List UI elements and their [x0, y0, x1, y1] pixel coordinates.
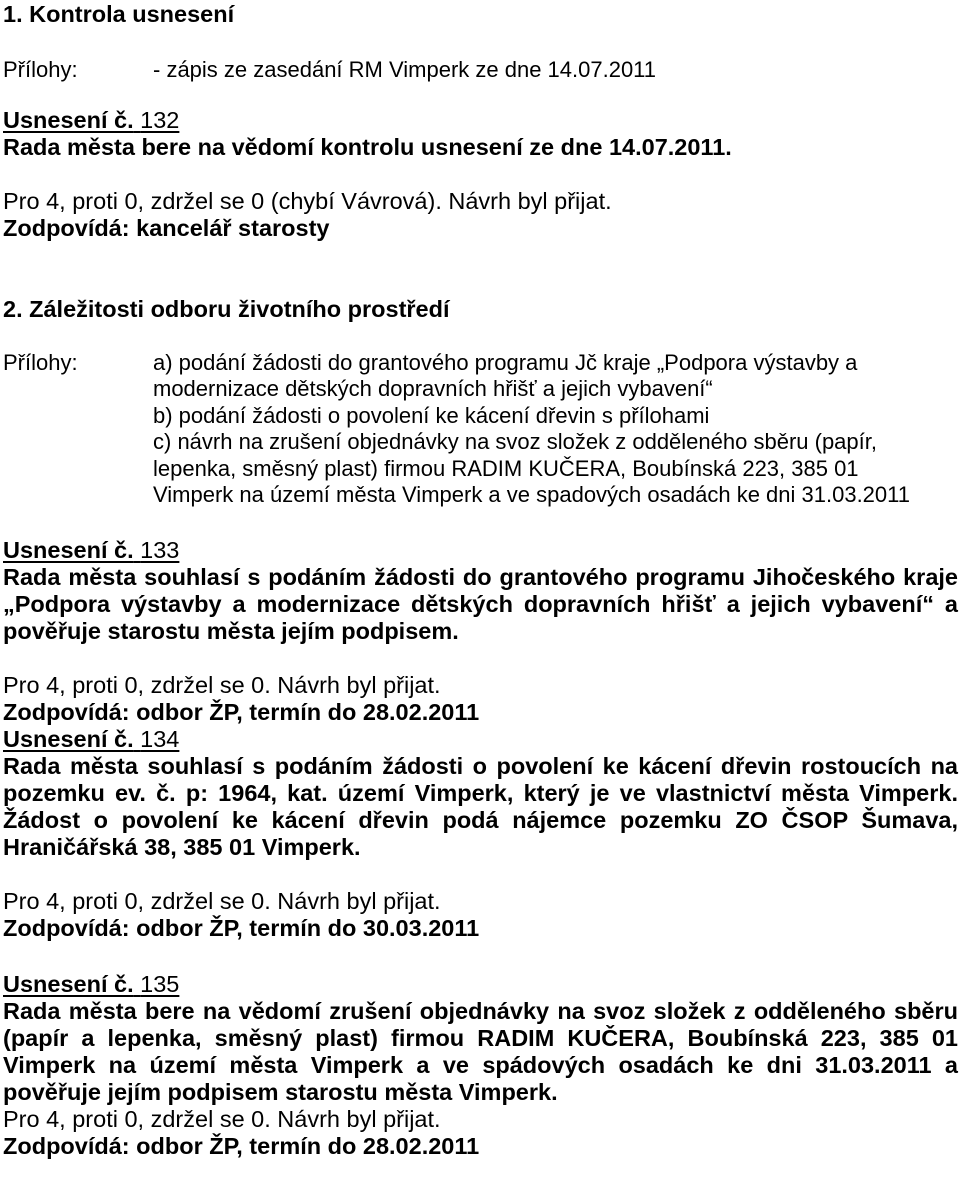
resolution-text-line: (papír a lepenka, směsný plast) firmou RADIM KUČERA, Boubínská 223, 385 01 — [3, 1025, 958, 1051]
section-2-heading: 2. Záležitosti odboru životního prostředí — [3, 296, 450, 322]
resolution-text-line: pozemku ev. č. p: 1964, kat. území Vimperk, který je ve vlastnictví města Vimperk. — [3, 780, 958, 806]
attachment-line: Vimperk na území města Vimperk a ve spadových osadách ke dni 31.03.2011 — [153, 482, 910, 507]
resolution-text-line: Žádost o povolení ke kácení dřevin podá nájemce pozemku ZO ČSOP Šumava, — [3, 807, 958, 833]
resolution-text-line: Vimperk na území města Vimperk a ve spádových osadách ke dni 31.03.2011 a — [3, 1052, 958, 1078]
resolution-132-text: Rada města bere na vědomí kontrolu usnesení ze dne 14.07.2011. — [3, 134, 732, 160]
resolution-133-heading — [3, 536, 179, 564]
section-1-attachments-label: Přílohy: — [3, 57, 78, 82]
section-2-attachments-label: Přílohy: — [3, 350, 78, 375]
resolution-number: 133 — [140, 537, 180, 563]
resolution-label: Usnesení č. — [3, 537, 134, 563]
resolution-number: 132 — [140, 107, 180, 133]
resolution-132-heading — [3, 106, 179, 134]
resolution-132-vote: Pro 4, proti 0, zdržel se 0 (chybí Vávrová). Návrh byl přijat. — [3, 188, 612, 214]
resolution-number: 135 — [140, 971, 180, 997]
resolution-label: Usnesení č. — [3, 107, 134, 133]
attachment-line: b) podání žádosti o povolení ke kácení dřevin s přílohami — [153, 403, 710, 428]
resolution-135-heading — [3, 970, 179, 998]
resolution-text-line: Hraničářská 38, 385 01 Vimperk. — [3, 834, 361, 860]
section-1-attachments-value: - zápis ze zasedání RM Vimperk ze dne 14.07.2011 — [153, 57, 657, 82]
resolution-text-line: pověřuje jejím podpisem starostu města Vimperk. — [3, 1079, 558, 1105]
resolution-135-responsible: Zodpovídá: odbor ŽP, termín do 28.02.2011 — [3, 1133, 480, 1159]
resolution-133-vote: Pro 4, proti 0, zdržel se 0. Návrh byl přijat. — [3, 672, 441, 698]
attachment-line: c) návrh na zrušení objednávky na svoz složek z odděleného sběru (papír, — [153, 429, 877, 454]
resolution-132-responsible: Zodpovídá: kancelář starosty — [3, 215, 330, 241]
resolution-133-responsible: Zodpovídá: odbor ŽP, termín do 28.02.2011 — [3, 699, 480, 725]
resolution-text-line: Rada města bere na vědomí zrušení objednávky na svoz složek z odděleného sběru — [3, 998, 958, 1024]
resolution-text-line: „Podpora výstavby a modernizace dětských dopravních hřišť a jejich vybavení“ a — [3, 591, 958, 617]
resolution-134-heading — [3, 725, 179, 753]
attachment-line: lepenka, směsný plast) firmou RADIM KUČERA, Boubínská 223, 385 01 — [153, 456, 859, 481]
resolution-number: 134 — [140, 726, 180, 752]
resolution-label: Usnesení č. — [3, 726, 134, 752]
resolution-135-vote: Pro 4, proti 0, zdržel se 0. Návrh byl přijat. — [3, 1106, 441, 1132]
resolution-text-line: Rada města souhlasí s podáním žádosti o povolení ke kácení dřevin rostoucích na — [3, 753, 958, 779]
section-1-heading: 1. Kontrola usnesení — [3, 1, 235, 27]
resolution-134-vote: Pro 4, proti 0, zdržel se 0. Návrh byl přijat. — [3, 888, 441, 914]
resolution-134-responsible: Zodpovídá: odbor ŽP, termín do 30.03.2011 — [3, 915, 480, 941]
attachment-line: a) podání žádosti do grantového programu Jč kraje „Podpora výstavby a — [153, 350, 858, 375]
resolution-label: Usnesení č. — [3, 971, 134, 997]
resolution-text-line: pověřuje starostu města jejím podpisem. — [3, 618, 459, 644]
attachment-line: modernizace dětských dopravních hřišť a jejich vybavení“ — [153, 376, 713, 401]
resolution-text-line: Rada města souhlasí s podáním žádosti do grantového programu Jihočeského kraje — [3, 564, 958, 590]
